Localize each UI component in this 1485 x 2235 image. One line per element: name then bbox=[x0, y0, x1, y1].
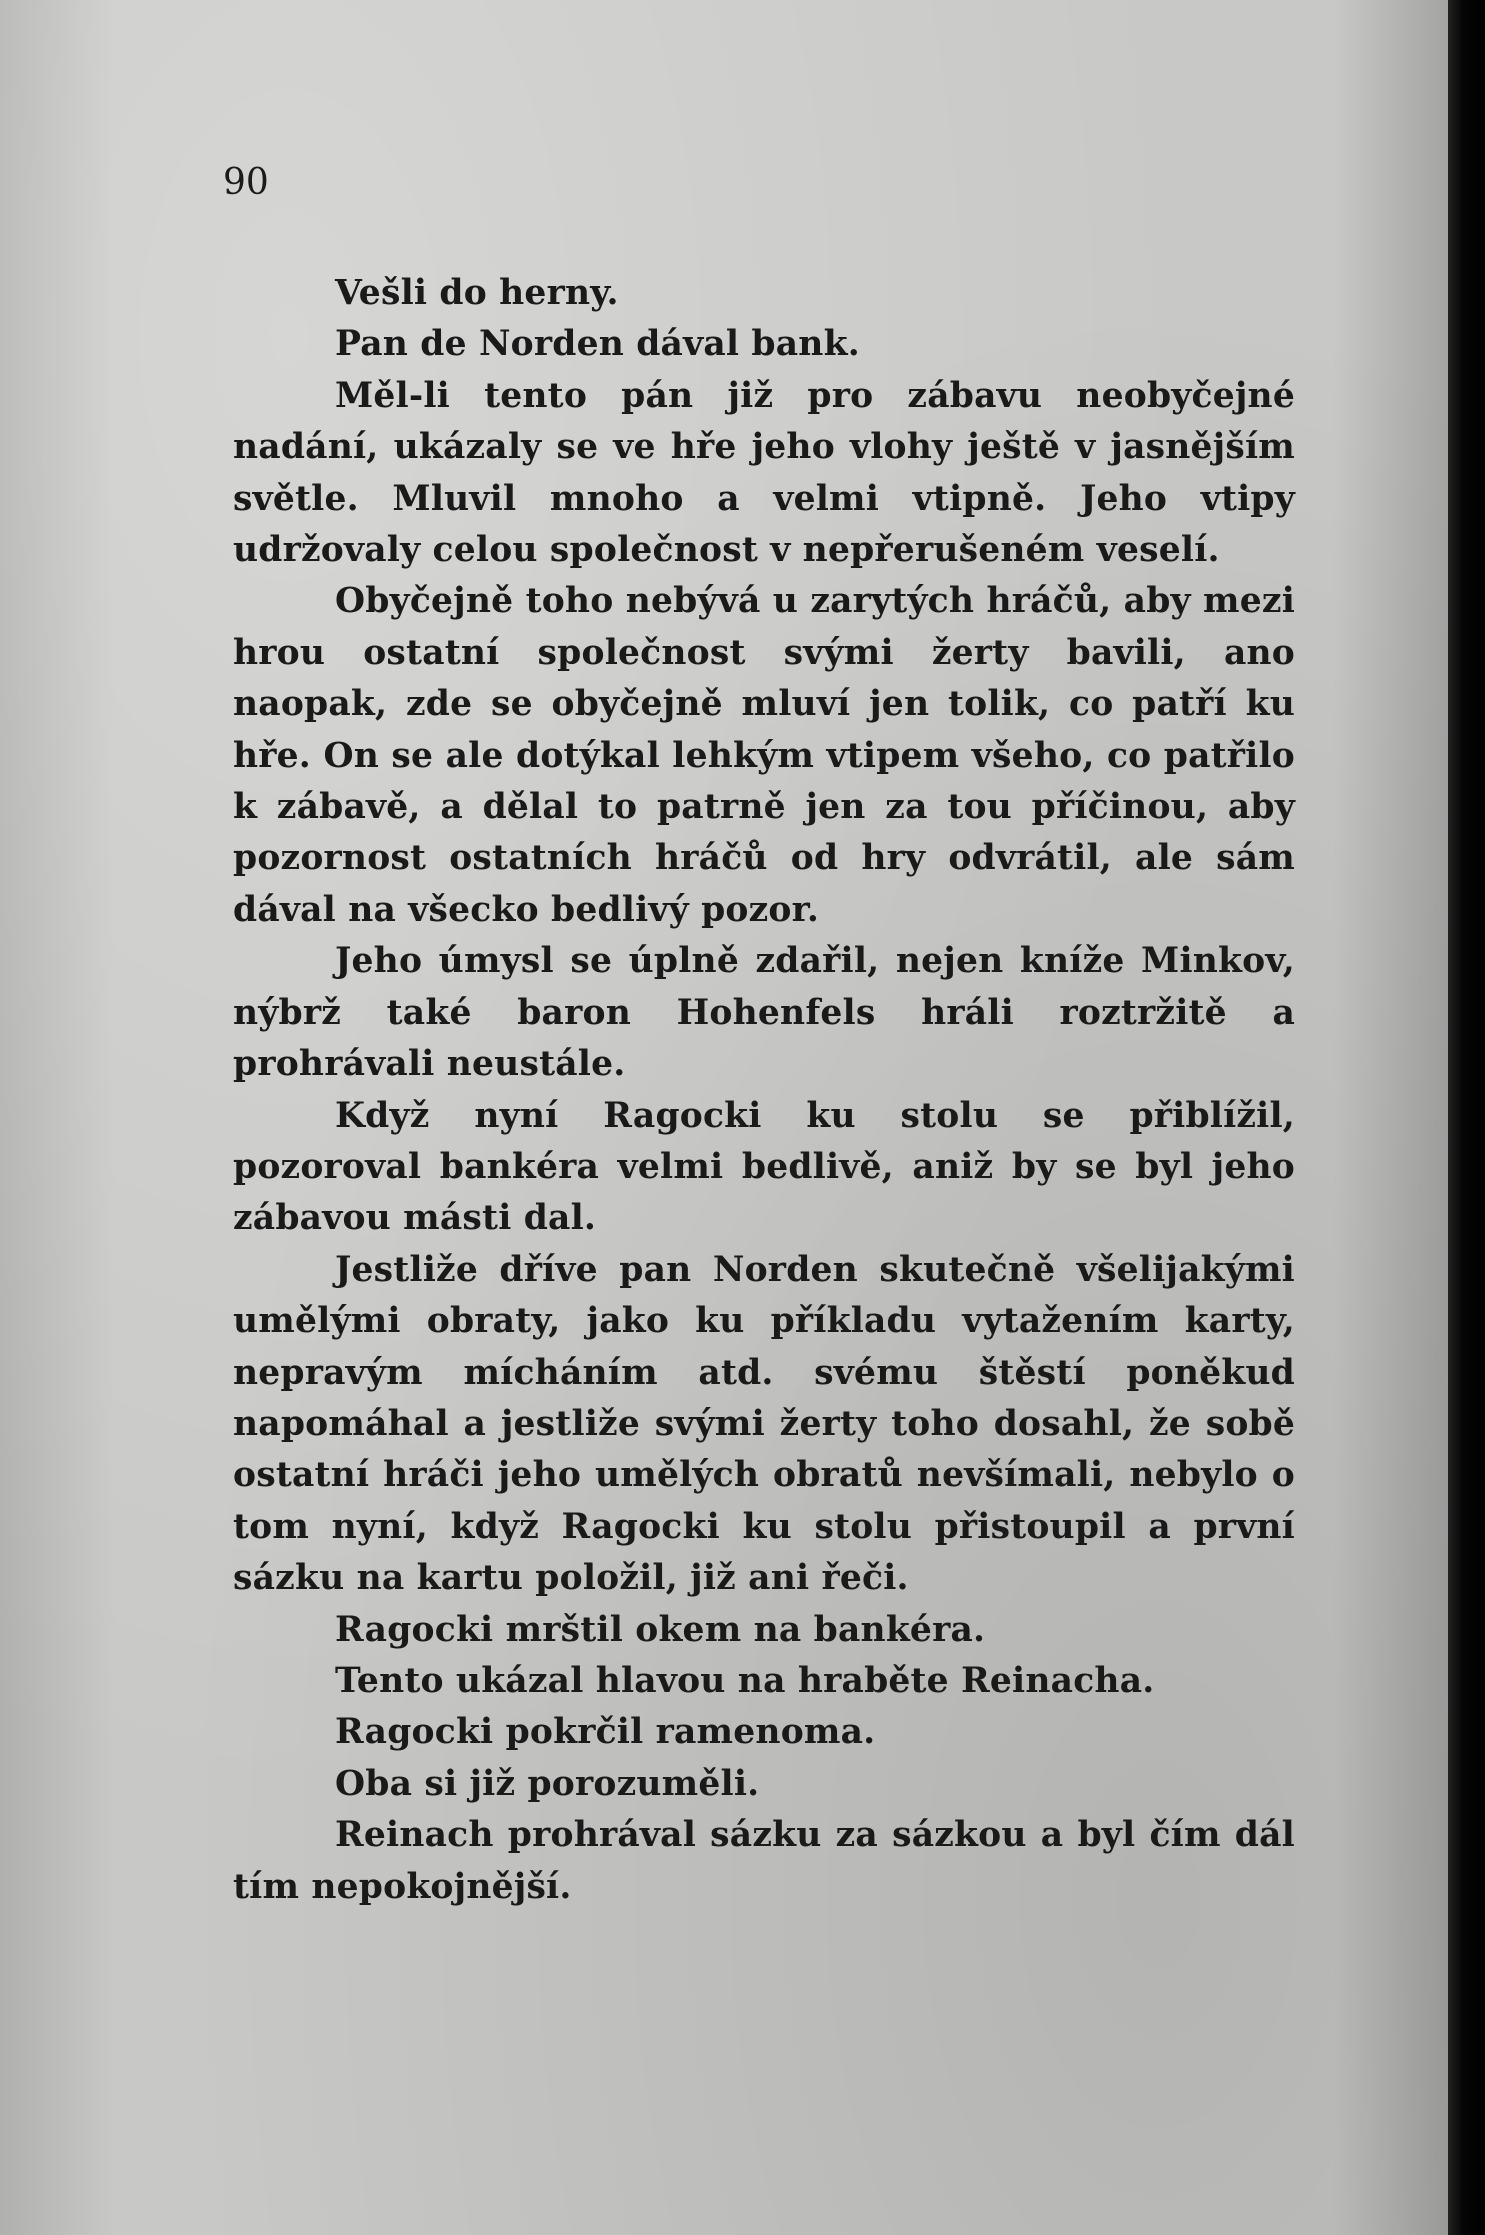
paragraph-8: Ragocki mrštil okem na bankéra. bbox=[335, 1609, 986, 1650]
paragraph-12: Reinach prohrával sázku za sázkou a byl čím dál tím nepokojnější. bbox=[233, 1815, 1295, 1907]
paragraph-10: Ragocki pokrčil ramenoma. bbox=[335, 1712, 876, 1753]
paragraph-11: Oba si již porozuměli. bbox=[335, 1763, 760, 1804]
paragraph-2: Pan de Norden dával bank. bbox=[335, 324, 860, 365]
page-number: 90 bbox=[223, 162, 269, 203]
paragraph-5: Jeho úmysl se úplně zdařil, nejen kníže Minkov, nýbrž také baron Hohenfels hráli roztržitě a prohrávali neustále. bbox=[233, 941, 1295, 1085]
body-text bbox=[233, 268, 1295, 1913]
paragraph-6: Když nyní Ragocki ku stolu se přiblížil, pozoroval bankéra velmi bedlivě, aniž by se byl jeho zábavou másti dal. bbox=[233, 1095, 1295, 1239]
paragraph-4: Obyčejně toho nebývá u zarytých hráčů, aby mezi hrou ostatní společnost svými žerty bavili, ano naopak, zde se obyčejně mluví jen tolik, co patří ku hře. On se ale dotýkal lehkým vtipem všeho, co patřilo k zábavě, a dělal to patrně jen za tou příčinou, aby pozornost ostatních hráčů od hry odvrátil, ale sám dával na všecko bedlivý pozor. bbox=[233, 581, 1295, 930]
paragraph-9: Tento ukázal hlavou na hraběte Reinacha. bbox=[335, 1660, 1155, 1701]
paragraph-1: Vešli do herny. bbox=[335, 273, 619, 313]
paragraph-3: Měl-li tento pán již pro zábavu neobyčejné nadání, ukázaly se ve hře jeho vlohy ještě v jasnějším světle. Mluvil mnoho a velmi vtipně. Jeho vtipy udržovaly celou společnost v nepřerušeném veselí. bbox=[233, 375, 1295, 571]
scan-edge bbox=[1448, 0, 1485, 2235]
paragraph-7: Jestliže dříve pan Norden skutečně všelijakými umělými obraty, jako ku příkladu vytažením karty, nepravým mícháním atd. svému štěstí poněkud napomáhal a jestliže svými žerty toho dosahl, že sobě ostatní hráči jeho umělých obratů nevšímali, nebylo o tom nyní, když Ragocki ku stolu přistoupil a první sázku na kartu položil, již ani řeči. bbox=[233, 1249, 1295, 1599]
